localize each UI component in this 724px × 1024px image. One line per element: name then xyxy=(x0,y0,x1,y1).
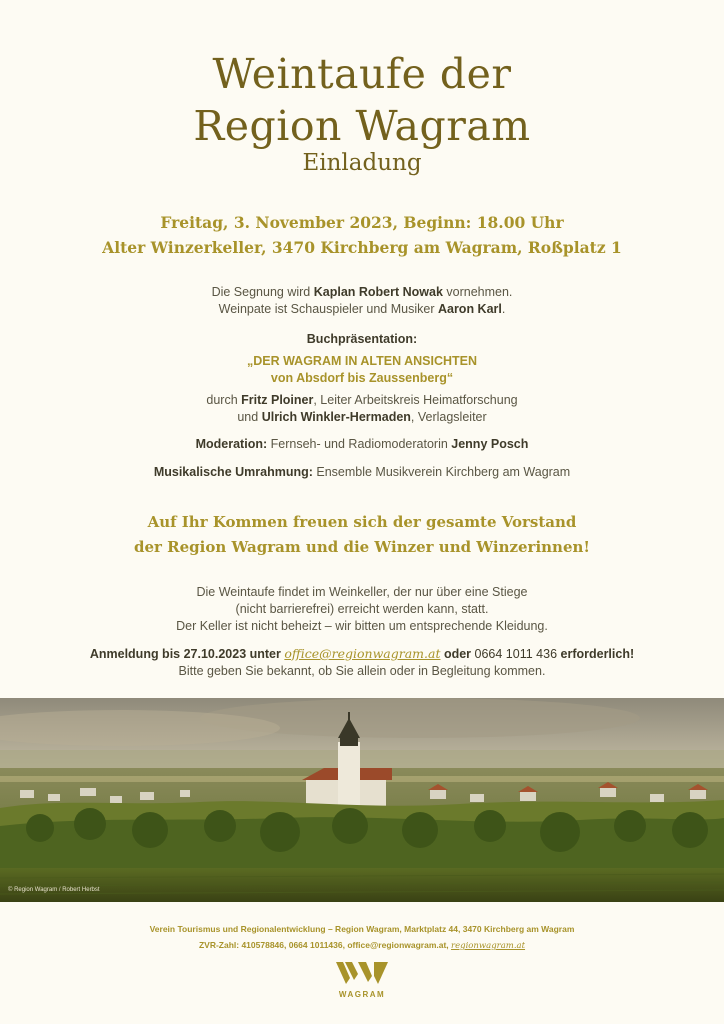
call-line-2: der Region Wagram und die Winzer und Winzerinnen! xyxy=(133,538,590,556)
call-line-1: Auf Ihr Kommen freuen sich der gesamte Vorstand xyxy=(147,513,577,531)
note-line-2: (nicht barrierefrei) erreicht werden kann, statt. xyxy=(235,602,489,616)
title-line-2: Region Wagram xyxy=(193,102,531,150)
blessing-section xyxy=(0,284,724,318)
title-line-1: Weintaufe der xyxy=(212,50,512,98)
book-author-2: Ulrich Winkler-Hermaden xyxy=(261,410,411,424)
blessing-text-1-end: vornehmen. xyxy=(442,285,513,299)
book-author-2-role: , Verlagsleiter xyxy=(410,410,487,424)
book-title-1: „DER WAGRAM IN ALTEN ANSICHTEN xyxy=(246,354,478,368)
registration-or: oder xyxy=(440,647,475,661)
footer-website-link[interactable]: regionwagram.at xyxy=(451,941,526,951)
registration-email-link[interactable]: office@regionwagram.at xyxy=(284,646,441,661)
moderation-line xyxy=(0,436,724,453)
book-heading: Buchpräsentation: xyxy=(306,332,418,346)
music-text: Ensemble Musikverein Kirchberg am Wagram xyxy=(312,465,571,479)
book-author-1: Fritz Ploiner xyxy=(241,393,314,407)
registration-required: erforderlich! xyxy=(557,647,635,661)
book-by: durch xyxy=(206,393,242,407)
blessing-text-1: Die Segnung wird xyxy=(211,285,314,299)
event-location: Alter Winzerkeller, 3470 Kirchberg am Wagram, Roßplatz 1 xyxy=(102,238,622,257)
blessing-text-2: Weinpate ist Schauspieler und Musiker xyxy=(218,302,438,316)
blessing-name-1: Kaplan Robert Nowak xyxy=(313,285,443,299)
photo-credit: © Region Wagram / Robert Herbst xyxy=(8,887,100,893)
landscape-photo xyxy=(0,698,724,902)
wagram-logo-mark xyxy=(336,962,388,984)
book-and: und xyxy=(237,410,262,424)
registration-line-2: Bitte geben Sie bekannt, ob Sie allein oder in Begleitung kommen. xyxy=(178,664,546,678)
subtitle: Einladung xyxy=(302,150,422,176)
invitation-call xyxy=(0,510,724,560)
event-details xyxy=(0,210,724,260)
wagram-logo-text: WAGRAM xyxy=(338,990,386,999)
page-title xyxy=(0,48,724,152)
registration-phone: 0664 1011 436 xyxy=(474,647,558,661)
registration xyxy=(0,645,724,680)
book-author-1-role: , Leiter Arbeitskreis Heimatforschung xyxy=(313,393,518,407)
venue-note xyxy=(0,584,724,635)
music-line xyxy=(0,464,724,481)
moderation-name: Jenny Posch xyxy=(451,437,529,451)
event-date: Freitag, 3. November 2023, Beginn: 18.00 Uhr xyxy=(160,213,564,232)
footer-contact: ZVR-Zahl: 410578846, 0664 1011436, office@regionwagram.at, xyxy=(198,940,452,950)
book-section xyxy=(0,331,724,426)
footer xyxy=(0,921,724,954)
blessing-text-2-end: . xyxy=(501,302,506,316)
registration-text: Anmeldung bis 27.10.2023 unter xyxy=(89,647,285,661)
moderation-text: Fernseh- und Radiomoderatorin xyxy=(267,437,452,451)
music-label: Musikalische Umrahmung: xyxy=(153,465,313,479)
moderation-label: Moderation: xyxy=(195,437,268,451)
note-line-1: Die Weintaufe findet im Weinkeller, der nur über eine Stiege xyxy=(196,585,528,599)
note-line-3: Der Keller ist nicht beheizt – wir bitten um entsprechende Kleidung. xyxy=(176,619,548,633)
wagram-logo xyxy=(336,962,388,999)
book-title-2: von Absdorf bis Zaussenberg“ xyxy=(270,371,454,385)
footer-address: Verein Tourismus und Regionalentwicklung – Region Wagram, Marktplatz 44, 3470 Kirchberg am Wagram xyxy=(149,924,575,934)
blessing-name-2: Aaron Karl xyxy=(437,302,502,316)
